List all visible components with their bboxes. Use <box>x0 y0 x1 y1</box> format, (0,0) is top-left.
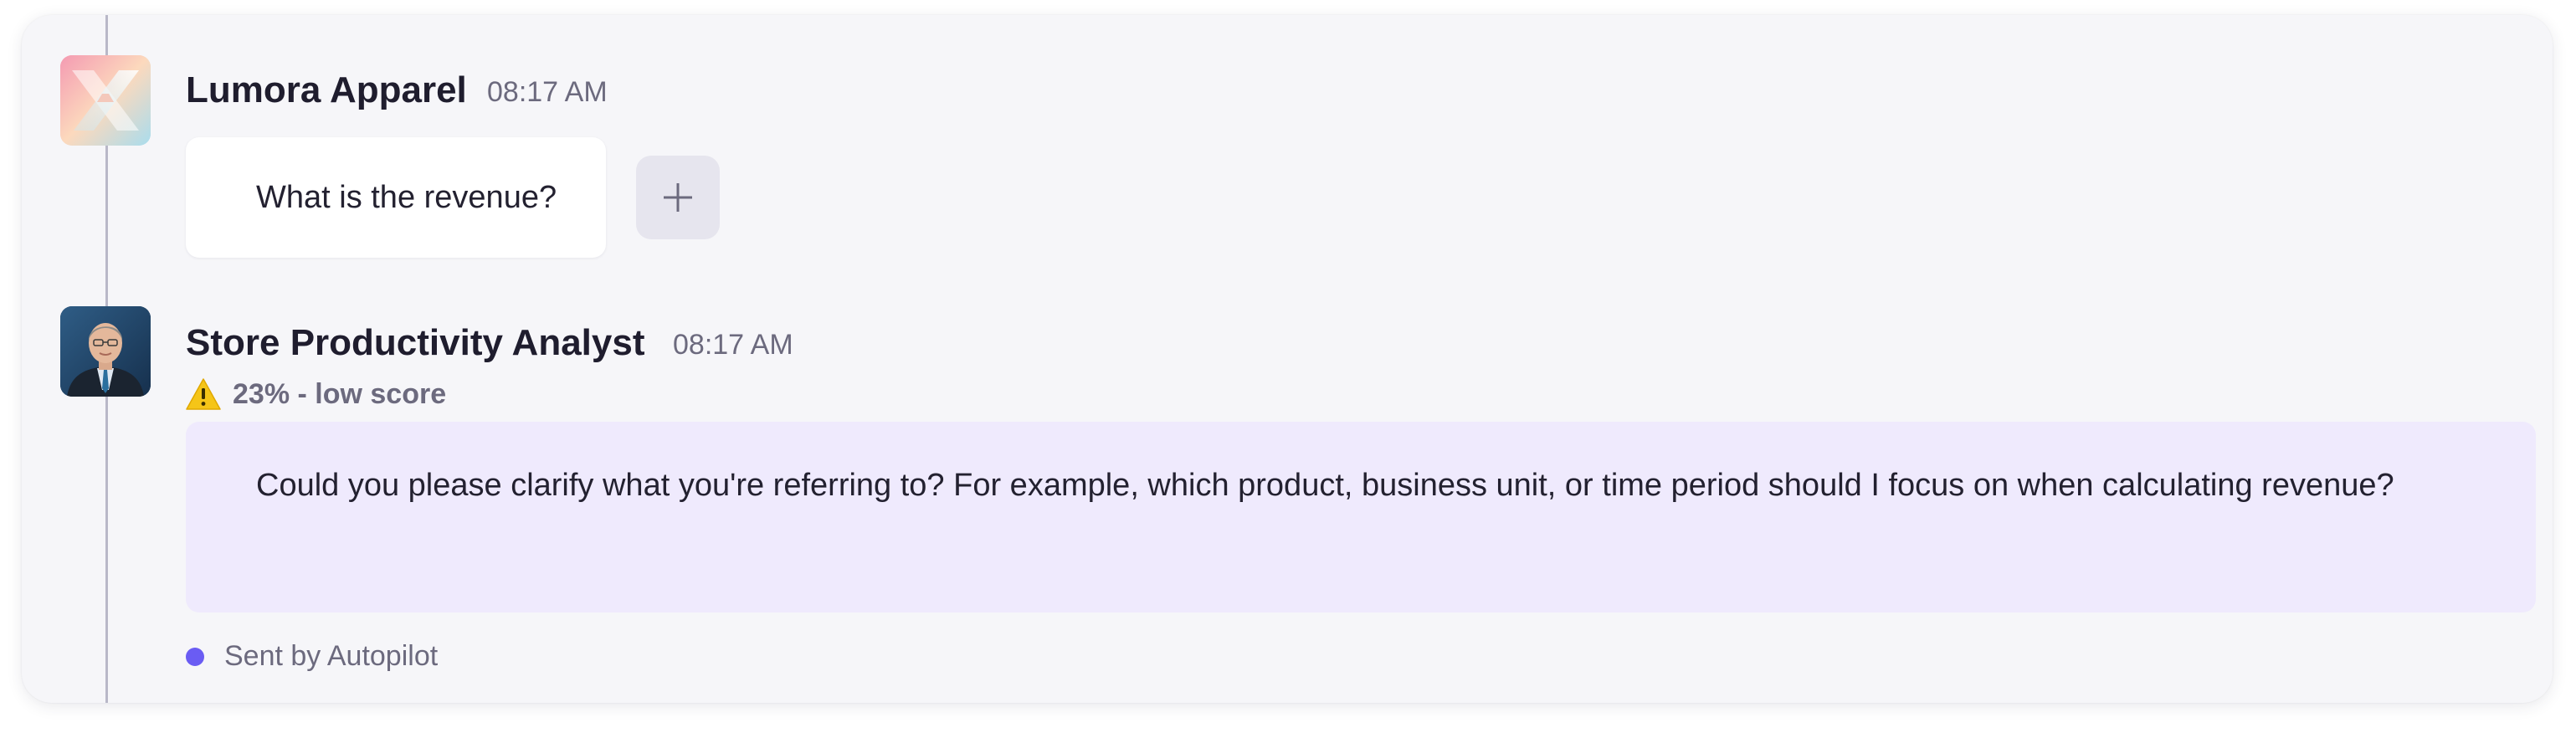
reply-message-bubble <box>186 422 2536 612</box>
autopilot-dot-icon <box>186 648 204 666</box>
conversation-card <box>22 15 2553 703</box>
plus-icon <box>661 181 695 214</box>
person-portrait-icon <box>60 306 151 397</box>
user-message-bubble <box>186 137 606 258</box>
sent-by-label: Sent by Autopilot <box>224 640 439 672</box>
message-sender-name: Lumora Apparel <box>186 69 467 110</box>
score-label: 23% - low score <box>233 378 447 410</box>
lumora-apparel-avatar <box>60 55 151 146</box>
analyst-avatar <box>60 306 151 397</box>
reply-message-text: Could you please clarify what you're referring to? For example, which product, business unit, or time period should I focus on when calculating revenue? <box>256 468 2394 503</box>
brand-logo-icon <box>60 55 151 146</box>
warning-icon <box>186 378 221 410</box>
user-message-text: What is the revenue? <box>256 180 557 215</box>
message-timestamp: 08:17 AM <box>673 329 793 361</box>
message-timestamp: 08:17 AM <box>487 76 608 108</box>
add-button[interactable] <box>636 156 720 239</box>
message-sender-name: Store Productivity Analyst <box>186 322 645 363</box>
